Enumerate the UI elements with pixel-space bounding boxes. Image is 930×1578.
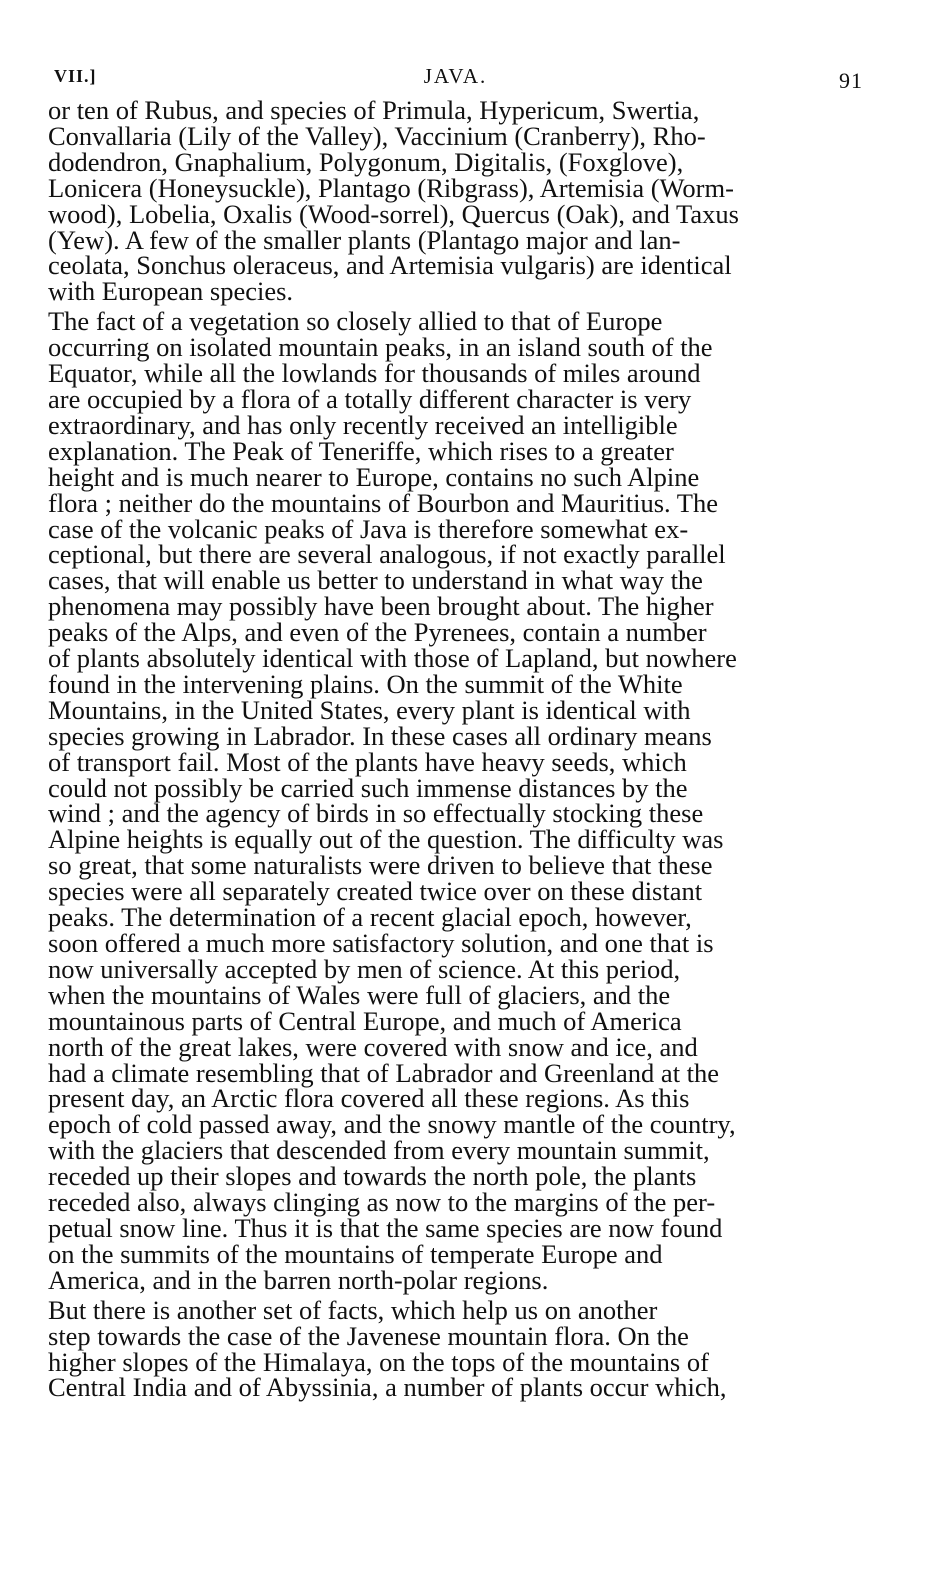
text-line: now universally accepted by men of science. At this period, (48, 953, 681, 984)
text-line: when the mountains of Wales were full of glaciers, and the (48, 979, 671, 1010)
book-page (48, 60, 863, 1401)
text-line: Central India and of Abyssinia, a number of plants occur which, (48, 1372, 727, 1403)
text-line: mountainous parts of Central Europe, and much of America (48, 1005, 682, 1036)
text-line: phenomena may possibly have been brought about. The higher (48, 591, 714, 622)
text-line: Equator, while all the lowlands for thousands of miles around (48, 358, 701, 389)
text-line: soon offered a much more satisfactory solution, and one that is (48, 928, 714, 958)
text-line: America, and in the barren north-polar regions. (48, 1264, 549, 1295)
text-line: (Yew). A few of the smaller plants (Plantago major and lan- (48, 224, 681, 255)
text-line: so great, that some naturalists were driven to believe that these (48, 850, 713, 881)
text-line: on the summits of the mountains of temperate Europe and (48, 1238, 663, 1269)
text-line: species growing in Labrador. In these cases all ordinary means (48, 720, 712, 751)
text-line: receded also, always clinging as now to the margins of the per- (48, 1187, 716, 1218)
text-line: petual snow line. Thus it is that the same species are now found (48, 1212, 723, 1243)
chapter-marker: VII.] (54, 66, 97, 86)
text-line: could not possibly be carried such immense distances by the (48, 772, 688, 803)
text-line: epoch of cold passed away, and the snowy mantle of the country, (48, 1109, 736, 1140)
text-line: wood), Lobelia, Oxalis (Wood-sorrel), Quercus (Oak), and Taxus (48, 198, 739, 229)
text-line: The fact of a vegetation so closely allied to that of Europe (48, 306, 663, 337)
page-number: 91 (839, 68, 863, 93)
text-line: explanation. The Peak of Teneriffe, which rises to a greater (48, 435, 674, 466)
body-text (48, 95, 863, 1403)
text-line: of transport fail. Most of the plants have heavy seeds, which (48, 746, 687, 777)
text-line: wind ; and the agency of birds in so effectually stocking these (48, 798, 704, 829)
paragraph (48, 1294, 863, 1403)
text-line: peaks of the Alps, and even of the Pyrenees, contain a number (48, 617, 707, 648)
text-line: receded up their slopes and towards the north pole, the plants (48, 1161, 697, 1192)
text-line: Convallaria (Lily of the Valley), Vaccinium (Cranberry), Rho- (48, 120, 706, 151)
text-line: case of the volcanic peaks of Java is therefore somewhat ex- (48, 513, 689, 544)
text-line: had a climate resembling that of Labrador and Greenland at the (48, 1057, 720, 1088)
text-line: ceolata, Sonchus oleraceus, and Artemisia vulgaris) are identical (48, 250, 732, 281)
text-line: or ten of Rubus, and species of Primula, Hypericum, Swertia, (48, 95, 700, 125)
text-line: height and is much nearer to Europe, contains no such Alpine (48, 461, 700, 492)
text-line: Alpine heights is equally out of the question. The difficulty was (48, 824, 724, 855)
text-line: extraordinary, and has only recently received an intelligible (48, 409, 678, 440)
text-line: Lonicera (Honeysuckle), Plantago (Ribgrass), Artemisia (Worm- (48, 172, 734, 203)
text-line: cases, that will enable us better to understand in what way the (48, 565, 703, 596)
running-head (48, 60, 863, 98)
text-line: species were all separately created twice over on these distant (48, 876, 703, 907)
text-line: flora ; neither do the mountains of Bourbon and Mauritius. The (48, 487, 718, 518)
text-line: Mountains, in the United States, every plant is identical with (48, 694, 691, 725)
paragraph (48, 306, 863, 1295)
text-line: are occupied by a flora of a totally different character is very (48, 383, 692, 414)
text-line: found in the intervening plains. On the summit of the White (48, 668, 683, 699)
text-line: step towards the case of the Javenese mountain flora. On the (48, 1320, 689, 1351)
running-title: JAVA. (423, 64, 488, 88)
paragraph (48, 95, 863, 307)
text-line: peaks. The determination of a recent glacial epoch, however, (48, 902, 692, 933)
text-line: higher slopes of the Himalaya, on the tops of the mountains of (48, 1346, 709, 1377)
text-line: But there is another set of facts, which help us on another (48, 1294, 658, 1325)
text-line: ceptional, but there are several analogous, if not exactly parallel (48, 539, 726, 570)
text-line: of plants absolutely identical with those of Lapland, but nowhere (48, 643, 737, 674)
text-line: present day, an Arctic flora covered all these regions. As this (48, 1083, 690, 1114)
text-line: occurring on isolated mountain peaks, in an island south of the (48, 332, 713, 363)
text-line: with European species. (48, 276, 294, 307)
text-line: north of the great lakes, were covered with snow and ice, and (48, 1031, 698, 1062)
text-line: with the glaciers that descended from every mountain summit, (48, 1135, 710, 1166)
text-line: dodendron, Gnaphalium, Polygonum, Digitalis, (Foxglove), (48, 146, 684, 177)
